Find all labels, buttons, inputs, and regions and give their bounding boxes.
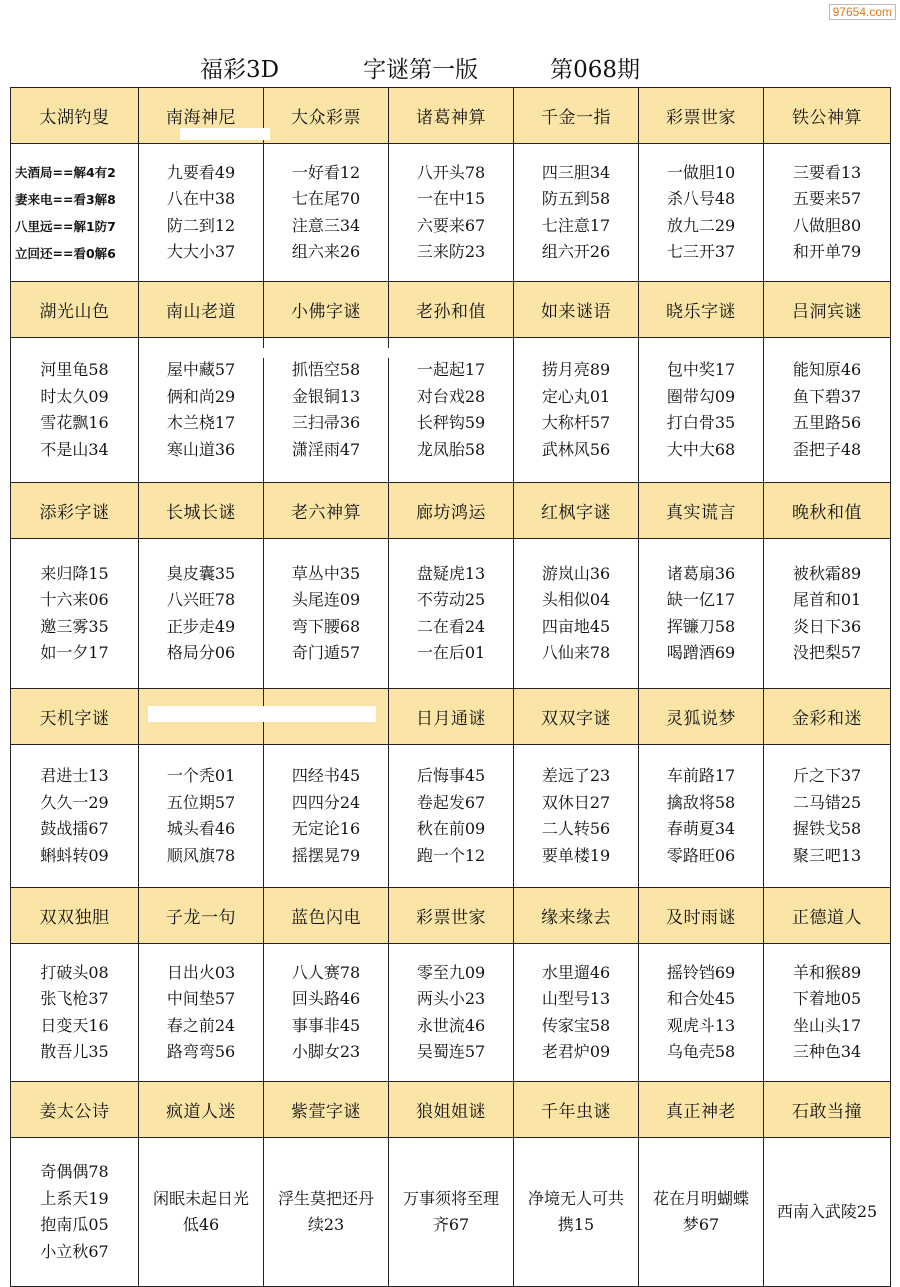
riddle-line: 五位期57 xyxy=(166,792,236,812)
riddle-row xyxy=(11,1138,891,1287)
column-header: 紫萱字谜 xyxy=(264,1082,389,1138)
column-header: 长城长谜 xyxy=(139,483,264,539)
riddle-line: 一在中15 xyxy=(416,189,486,208)
riddle-line: 抓悟空58 xyxy=(291,360,361,379)
riddle-line: 八在中38 xyxy=(166,189,236,208)
riddle-line: 浮生莫把还丹 xyxy=(277,1189,374,1208)
riddle-line: 臭皮囊35 xyxy=(166,563,236,583)
riddle-line: 双休日27 xyxy=(541,792,611,812)
riddle-line: 秋在前09 xyxy=(416,819,486,838)
redaction-mark xyxy=(148,706,376,722)
riddle-cell xyxy=(639,338,764,483)
riddle-line: 闲眠未起日光 xyxy=(152,1189,249,1208)
riddle-line: 包中奖17 xyxy=(666,360,736,379)
riddle-line: 事事非45 xyxy=(291,1015,361,1035)
riddle-cell xyxy=(389,944,514,1082)
riddle-line: 一起起17 xyxy=(416,360,486,379)
riddle-table xyxy=(10,87,891,1287)
riddle-line: 七注意17 xyxy=(541,215,611,235)
riddle-line: 续23 xyxy=(307,1215,345,1234)
riddle-line: 杀八号48 xyxy=(666,189,736,208)
riddle-line: 如一夕17 xyxy=(40,643,109,662)
riddle-line: 寒山道36 xyxy=(166,439,236,459)
riddle-line: 上系天19 xyxy=(40,1188,109,1208)
riddle-line: 八里远==解1防7 xyxy=(15,218,116,234)
riddle-line: 日出火03 xyxy=(166,962,236,982)
column-header: 湖光山色 xyxy=(11,282,139,338)
riddle-line: 武林风56 xyxy=(541,439,611,459)
riddle-cell xyxy=(764,745,891,888)
riddle-line: 九要看49 xyxy=(166,162,236,182)
riddle-line: 永世流46 xyxy=(416,1015,486,1035)
riddle-line: 四三胆34 xyxy=(541,162,611,182)
riddle-line: 歪把子48 xyxy=(792,439,862,459)
riddle-cell xyxy=(389,144,514,282)
page-title xyxy=(200,50,640,84)
column-header: 小佛字谜 xyxy=(264,282,389,338)
riddle-line: 没把梨57 xyxy=(792,643,862,662)
riddle-line: 奇门遁57 xyxy=(291,643,361,662)
riddle-line: 下着地05 xyxy=(792,989,862,1008)
riddle-line: 城头看46 xyxy=(166,819,236,838)
riddle-cell xyxy=(389,539,514,689)
riddle-line: 无定论16 xyxy=(291,819,361,838)
riddle-line: 两头小23 xyxy=(416,989,486,1008)
column-header: 石敢当撞 xyxy=(764,1082,891,1138)
riddle-line: 散吾儿35 xyxy=(40,1042,109,1061)
riddle-cell xyxy=(11,745,139,888)
column-header: 日月通谜 xyxy=(389,689,514,745)
riddle-cell xyxy=(11,1138,139,1287)
riddle-line: 车前路17 xyxy=(666,766,736,785)
riddle-line: 二在看24 xyxy=(416,616,486,636)
column-header: 彩票世家 xyxy=(389,888,514,944)
riddle-line: 时太久09 xyxy=(40,386,109,406)
riddle-line: 草丛中35 xyxy=(291,563,361,583)
column-header: 吕洞宾谜 xyxy=(764,282,891,338)
riddle-line: 斤之下37 xyxy=(792,766,862,785)
riddle-line: 后悔事45 xyxy=(416,766,486,785)
riddle-cell xyxy=(11,338,139,483)
riddle-line: 久久一29 xyxy=(40,792,109,812)
riddle-cell xyxy=(389,745,514,888)
riddle-line: 游岚山36 xyxy=(541,563,611,583)
riddle-cell xyxy=(514,144,639,282)
riddle-line: 七三开37 xyxy=(666,242,736,261)
riddle-line: 十六来06 xyxy=(40,590,109,609)
riddle-line: 一做胆10 xyxy=(666,162,736,182)
riddle-cell xyxy=(639,745,764,888)
column-header: 红枫字谜 xyxy=(514,483,639,539)
riddle-line: 鼓战擂67 xyxy=(40,819,109,838)
riddle-line: 四四分24 xyxy=(291,792,361,812)
riddle-row xyxy=(11,144,891,282)
riddle-line: 来归降15 xyxy=(40,563,109,583)
column-header: 正德道人 xyxy=(764,888,891,944)
riddle-cell xyxy=(764,144,891,282)
riddle-cell xyxy=(514,539,639,689)
riddle-line: 一在后01 xyxy=(416,643,486,662)
riddle-line: 乌龟壳58 xyxy=(666,1042,736,1061)
column-header: 缘来缘去 xyxy=(514,888,639,944)
riddle-cell xyxy=(264,1138,389,1287)
riddle-line: 老君炉09 xyxy=(541,1042,611,1061)
redaction-mark xyxy=(220,348,400,358)
riddle-line: 梦67 xyxy=(682,1215,720,1234)
column-header: 南山老道 xyxy=(139,282,264,338)
column-header: 添彩字谜 xyxy=(11,483,139,539)
riddle-cell xyxy=(514,1138,639,1287)
riddle-line: 差远了23 xyxy=(541,766,611,785)
riddle-line: 八做胆80 xyxy=(792,215,862,235)
riddle-line: 低46 xyxy=(182,1215,220,1234)
riddle-cell xyxy=(764,1138,891,1287)
header-row xyxy=(11,88,891,144)
riddle-line: 屋中藏57 xyxy=(166,360,236,379)
riddle-line: 龙凤胎58 xyxy=(416,439,486,459)
riddle-line: 山型号13 xyxy=(541,989,611,1008)
riddle-line: 三来防23 xyxy=(416,242,486,261)
column-header: 老六神算 xyxy=(264,483,389,539)
riddle-line: 和合处45 xyxy=(666,989,736,1008)
riddle-line: 打白骨35 xyxy=(666,413,736,432)
issue-number: 第068期 xyxy=(550,56,640,83)
column-header: 及时雨谜 xyxy=(639,888,764,944)
riddle-cell xyxy=(514,745,639,888)
riddle-line: 不是山34 xyxy=(40,439,109,459)
riddle-line: 妻来电==看3解8 xyxy=(15,191,116,207)
riddle-row xyxy=(11,745,891,888)
riddle-cell xyxy=(264,144,389,282)
riddle-line: 俩和尚29 xyxy=(166,386,236,406)
column-header: 真正神老 xyxy=(639,1082,764,1138)
header-row xyxy=(11,689,891,745)
riddle-cell xyxy=(264,745,389,888)
riddle-line: 和开单79 xyxy=(792,242,862,261)
riddle-line: 打破头08 xyxy=(40,962,109,982)
riddle-line: 张飞枪37 xyxy=(40,989,109,1008)
redaction-mark xyxy=(180,128,270,140)
riddle-line: 三扫帚36 xyxy=(291,413,361,432)
riddle-line: 防二到12 xyxy=(166,215,236,235)
riddle-cell xyxy=(639,944,764,1082)
riddle-line: 头相似04 xyxy=(541,590,611,609)
riddle-line: 盘疑虎13 xyxy=(416,563,486,583)
column-header: 南海神尼 xyxy=(139,88,264,144)
riddle-cell xyxy=(764,338,891,483)
riddle-line: 放九二29 xyxy=(666,215,736,235)
riddle-line: 七在尾70 xyxy=(291,189,361,208)
column-header: 双双独胆 xyxy=(11,888,139,944)
column-header: 天机字谜 xyxy=(11,689,139,745)
riddle-line: 一个秃01 xyxy=(166,766,236,785)
riddle-line: 能知原46 xyxy=(792,360,862,379)
riddle-line: 顺风旗78 xyxy=(166,845,236,865)
riddle-cell xyxy=(639,144,764,282)
riddle-line: 鱼下碧37 xyxy=(792,386,862,406)
riddle-line: 花在月明蝴蝶 xyxy=(652,1189,749,1208)
riddle-line: 吴蜀连57 xyxy=(416,1042,486,1061)
column-header: 狼姐姐谜 xyxy=(389,1082,514,1138)
riddle-line: 格局分06 xyxy=(166,643,236,662)
riddle-line: 小脚女23 xyxy=(291,1042,361,1061)
column-header: 晚秋和值 xyxy=(764,483,891,539)
column-header: 姜太公诗 xyxy=(11,1082,139,1138)
riddle-line: 要单楼19 xyxy=(541,845,611,865)
riddle-line: 春萌夏34 xyxy=(666,819,736,838)
lottery-name: 福彩3D xyxy=(200,56,280,83)
riddle-line: 夫酒局==解4有2 xyxy=(15,164,116,180)
riddle-line: 雪花飘16 xyxy=(40,413,109,432)
riddle-cell xyxy=(11,539,139,689)
column-header: 子龙一句 xyxy=(139,888,264,944)
riddle-line: 净境无人可共 xyxy=(527,1189,624,1208)
riddle-line: 立回还==看0解6 xyxy=(15,245,116,261)
riddle-line: 握铁戈58 xyxy=(792,819,862,838)
riddle-line: 河里龟58 xyxy=(40,360,109,379)
riddle-line: 防五到58 xyxy=(541,189,611,208)
riddle-line: 组六开26 xyxy=(541,242,611,261)
riddle-line: 中间垫57 xyxy=(166,989,236,1008)
riddle-line: 日变天16 xyxy=(40,1015,109,1035)
site-watermark: 97654.com xyxy=(829,4,896,20)
riddle-line: 八开头78 xyxy=(416,162,486,182)
riddle-line: 卷起发67 xyxy=(416,792,486,812)
riddle-cell xyxy=(264,539,389,689)
riddle-line: 六要来67 xyxy=(416,215,486,235)
riddle-line: 八人赛78 xyxy=(291,962,361,982)
riddle-cell xyxy=(264,338,389,483)
riddle-line: 跑一个12 xyxy=(416,845,486,865)
header-row xyxy=(11,483,891,539)
riddle-line: 注意三34 xyxy=(291,215,361,235)
riddle-line: 八仙来78 xyxy=(541,643,611,662)
riddle-line: 大中大68 xyxy=(666,439,736,459)
column-header: 老孙和值 xyxy=(389,282,514,338)
column-header: 真实谎言 xyxy=(639,483,764,539)
riddle-cell xyxy=(764,539,891,689)
column-header: 金彩和迷 xyxy=(764,689,891,745)
riddle-line: 春之前24 xyxy=(166,1015,236,1035)
riddle-line: 金银铜13 xyxy=(291,386,361,406)
column-header: 诸葛神算 xyxy=(389,88,514,144)
riddle-cell xyxy=(514,338,639,483)
riddle-cell xyxy=(139,144,264,282)
column-header: 灵狐说梦 xyxy=(639,689,764,745)
riddle-row xyxy=(11,338,891,483)
riddle-line: 缺一亿17 xyxy=(666,590,736,609)
riddle-line: 正步走49 xyxy=(166,616,236,636)
riddle-line: 携15 xyxy=(557,1215,595,1234)
riddle-line: 齐67 xyxy=(432,1215,470,1234)
riddle-line: 圈带勾09 xyxy=(666,386,736,406)
riddle-line: 三种色34 xyxy=(792,1042,862,1061)
column-header: 大众彩票 xyxy=(264,88,389,144)
riddle-cell xyxy=(139,745,264,888)
riddle-line: 邀三雾35 xyxy=(40,616,109,636)
riddle-line: 一好看12 xyxy=(291,162,361,182)
column-header: 蓝色闪电 xyxy=(264,888,389,944)
column-header: 千金一指 xyxy=(514,88,639,144)
riddle-line: 捞月亮89 xyxy=(541,360,611,379)
riddle-line: 聚三吧13 xyxy=(792,845,862,865)
column-header: 双双字谜 xyxy=(514,689,639,745)
riddle-cell xyxy=(139,944,264,1082)
column-header: 彩票世家 xyxy=(639,88,764,144)
riddle-cell xyxy=(514,944,639,1082)
riddle-line: 挥镰刀58 xyxy=(666,616,736,636)
riddle-cell xyxy=(139,539,264,689)
riddle-line: 摇摆晃79 xyxy=(291,845,361,865)
riddle-line: 四亩地45 xyxy=(541,616,611,636)
riddle-line: 零至九09 xyxy=(416,962,486,982)
riddle-cell xyxy=(764,944,891,1082)
column-header: 铁公神算 xyxy=(764,88,891,144)
column-header: 晓乐字谜 xyxy=(639,282,764,338)
column-header: 太湖钓叟 xyxy=(11,88,139,144)
riddle-cell xyxy=(11,944,139,1082)
riddle-line: 摇铃铛69 xyxy=(666,962,736,982)
riddle-line: 羊和猴89 xyxy=(792,962,862,982)
riddle-cell xyxy=(639,539,764,689)
riddle-line: 二马错25 xyxy=(792,792,862,812)
riddle-line: 潇淫雨47 xyxy=(291,439,361,459)
riddle-line: 组六来26 xyxy=(291,242,361,261)
riddle-cell xyxy=(11,144,139,282)
header-row xyxy=(11,282,891,338)
riddle-line: 对台戏28 xyxy=(416,386,486,406)
edition-title: 字谜第一版 xyxy=(363,56,479,83)
riddle-line: 回头路46 xyxy=(291,989,361,1008)
riddle-cell xyxy=(264,944,389,1082)
riddle-line: 传家宝58 xyxy=(541,1015,611,1035)
riddle-line: 五里路56 xyxy=(792,413,862,432)
header-row xyxy=(11,1082,891,1138)
riddle-line: 坐山头17 xyxy=(792,1015,862,1035)
riddle-line: 四经书45 xyxy=(291,766,361,785)
riddle-line: 不劳动25 xyxy=(416,590,486,609)
riddle-line: 零路旺06 xyxy=(666,845,736,865)
riddle-line: 观虎斗13 xyxy=(666,1015,736,1035)
riddle-line: 二人转56 xyxy=(541,819,611,838)
riddle-line: 万事须将至理 xyxy=(402,1189,499,1208)
riddle-line: 奇偶偶78 xyxy=(40,1162,109,1181)
riddle-line: 西南入武陵25 xyxy=(776,1202,878,1221)
riddle-line: 头尾连09 xyxy=(291,590,361,609)
riddle-line: 炎日下36 xyxy=(792,616,862,636)
riddle-cell xyxy=(389,1138,514,1287)
riddle-line: 定心丸01 xyxy=(541,386,611,406)
riddle-line: 蝌蚪转09 xyxy=(40,845,109,865)
riddle-line: 路弯弯56 xyxy=(166,1042,236,1061)
column-header: 廊坊鸿运 xyxy=(389,483,514,539)
riddle-line: 八兴旺78 xyxy=(166,590,236,609)
riddle-line: 三要看13 xyxy=(792,162,862,182)
riddle-cell xyxy=(639,1138,764,1287)
riddle-line: 喝蹭酒69 xyxy=(666,643,736,662)
riddle-line: 被秋霜89 xyxy=(792,563,862,583)
riddle-line: 弯下腰68 xyxy=(291,616,361,636)
column-header: 疯道人迷 xyxy=(139,1082,264,1138)
riddle-cell xyxy=(139,1138,264,1287)
riddle-line: 水里遛46 xyxy=(541,962,611,982)
riddle-row xyxy=(11,944,891,1082)
riddle-line: 五要来57 xyxy=(792,189,862,208)
riddle-line: 尾首和01 xyxy=(792,590,862,609)
riddle-cell xyxy=(389,338,514,483)
riddle-cell xyxy=(139,338,264,483)
riddle-line: 木兰桡17 xyxy=(166,413,236,432)
riddle-line: 擒敌将58 xyxy=(666,792,736,812)
column-header: 如来谜语 xyxy=(514,282,639,338)
riddle-line: 大大小37 xyxy=(166,242,236,261)
riddle-row xyxy=(11,539,891,689)
riddle-line: 诸葛扇36 xyxy=(666,563,736,583)
header-row xyxy=(11,888,891,944)
riddle-line: 大称杆57 xyxy=(541,413,611,432)
riddle-line: 小立秋67 xyxy=(40,1241,109,1261)
riddle-line: 抱南瓜05 xyxy=(40,1215,109,1234)
column-header: 千年虫谜 xyxy=(514,1082,639,1138)
riddle-line: 长秤钩59 xyxy=(416,413,486,432)
riddle-line: 君进士13 xyxy=(40,766,109,785)
